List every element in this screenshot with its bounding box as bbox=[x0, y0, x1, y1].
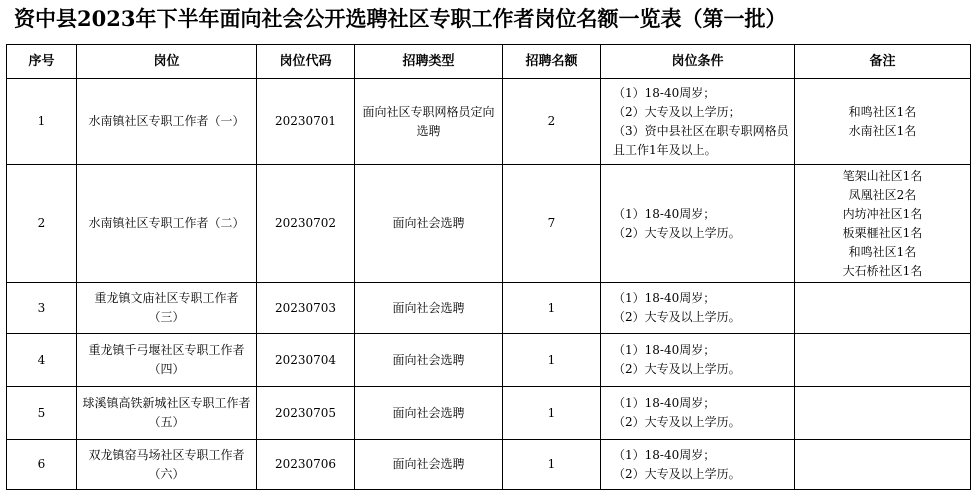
recruit-count: 7 bbox=[503, 165, 601, 283]
header-cell: 岗位条件 bbox=[601, 45, 795, 79]
condition-line: （2）大专及以上学历。 bbox=[613, 225, 741, 240]
post-code: 20230704 bbox=[257, 334, 355, 387]
condition-line: （3）资中县社区在职专职网格员且工作1年及以上。 bbox=[613, 123, 789, 157]
remark-line: 板栗榧社区1名 bbox=[842, 225, 923, 240]
post-name: 水南镇社区专职工作者（一） bbox=[77, 79, 257, 165]
recruit-count: 1 bbox=[503, 334, 601, 387]
table-header-row bbox=[7, 45, 971, 79]
remark-line: 和鸣社区1名 bbox=[848, 244, 917, 259]
condition-line: （1）18-40周岁； bbox=[613, 85, 716, 100]
post-conditions bbox=[601, 334, 795, 387]
condition-line: （1）18-40周岁； bbox=[613, 447, 716, 462]
recruit-type: 面向社会选聘 bbox=[355, 334, 503, 387]
post-code: 20230705 bbox=[257, 387, 355, 440]
row-number: 3 bbox=[7, 283, 77, 334]
condition-line: （2）大专及以上学历。 bbox=[613, 362, 741, 376]
post-conditions bbox=[601, 283, 795, 334]
remarks bbox=[795, 334, 971, 387]
table-row bbox=[7, 79, 971, 165]
post-code: 20230703 bbox=[257, 283, 355, 334]
recruit-type: 面向社会选聘 bbox=[355, 283, 503, 334]
condition-line: （2）大专及以上学历。 bbox=[613, 415, 741, 429]
header-cell: 招聘名额 bbox=[503, 45, 601, 79]
header-cell: 序号 bbox=[7, 45, 77, 79]
post-name: 重龙镇千弓堰社区专职工作者（四） bbox=[77, 334, 257, 387]
table-row bbox=[7, 165, 971, 283]
post-name: 重龙镇文庙社区专职工作者（三） bbox=[77, 283, 257, 334]
condition-line: （2）大专及以上学历。 bbox=[613, 310, 741, 324]
condition-line: （2）大专及以上学历； bbox=[613, 104, 741, 119]
post-conditions bbox=[601, 387, 795, 440]
post-code: 20230701 bbox=[257, 79, 355, 165]
table-row bbox=[7, 283, 971, 334]
recruit-type: 面向社会选聘 bbox=[355, 387, 503, 440]
recruit-type: 面向社会选聘 bbox=[355, 165, 503, 283]
condition-line: （1）18-40周岁； bbox=[613, 291, 716, 305]
post-name: 双龙镇窑马场社区专职工作者（六） bbox=[77, 440, 257, 490]
post-code: 20230706 bbox=[257, 440, 355, 490]
remarks bbox=[795, 283, 971, 334]
condition-line: （1）18-40周岁； bbox=[613, 206, 716, 221]
post-conditions bbox=[601, 165, 795, 283]
header-cell: 岗位 bbox=[77, 45, 257, 79]
recruit-count: 2 bbox=[503, 79, 601, 165]
recruit-type: 面向社区专职网格员定向选聘 bbox=[355, 79, 503, 165]
recruit-count: 1 bbox=[503, 283, 601, 334]
header-cell: 备注 bbox=[795, 45, 971, 79]
remarks bbox=[795, 79, 971, 165]
page-title: 资中县2023年下半年面向社会公开选聘社区专职工作者岗位名额一览表（第一批） bbox=[14, 6, 787, 31]
remark-line: 水南社区1名 bbox=[848, 123, 917, 138]
table-row bbox=[7, 440, 971, 490]
post-conditions bbox=[601, 79, 795, 165]
condition-line: （2）大专及以上学历。 bbox=[613, 466, 741, 481]
row-number: 4 bbox=[7, 334, 77, 387]
post-conditions bbox=[601, 440, 795, 490]
row-number: 1 bbox=[7, 79, 77, 165]
recruit-type: 面向社会选聘 bbox=[355, 440, 503, 490]
remark-line: 和鸣社区1名 bbox=[848, 104, 917, 119]
table-row bbox=[7, 334, 971, 387]
remark-line: 笔架山社区1名 bbox=[842, 168, 923, 183]
post-name: 球溪镇高铁新城社区专职工作者（五） bbox=[77, 387, 257, 440]
recruit-count: 1 bbox=[503, 387, 601, 440]
table-row bbox=[7, 387, 971, 440]
post-name: 水南镇社区专职工作者（二） bbox=[77, 165, 257, 283]
remark-line: 大石桥社区1名 bbox=[842, 263, 923, 278]
remarks bbox=[795, 387, 971, 440]
remarks bbox=[795, 165, 971, 283]
condition-line: （1）18-40周岁； bbox=[613, 396, 716, 410]
remark-line: 凤凰社区2名 bbox=[848, 187, 917, 202]
header-cell: 招聘类型 bbox=[355, 45, 503, 79]
condition-line: （1）18-40周岁； bbox=[613, 343, 716, 357]
remarks bbox=[795, 440, 971, 490]
header-cell: 岗位代码 bbox=[257, 45, 355, 79]
row-number: 5 bbox=[7, 387, 77, 440]
post-code: 20230702 bbox=[257, 165, 355, 283]
remark-line: 内坊冲社区1名 bbox=[842, 206, 923, 221]
recruit-count: 1 bbox=[503, 440, 601, 490]
row-number: 6 bbox=[7, 440, 77, 490]
positions-table bbox=[6, 44, 971, 490]
row-number: 2 bbox=[7, 165, 77, 283]
